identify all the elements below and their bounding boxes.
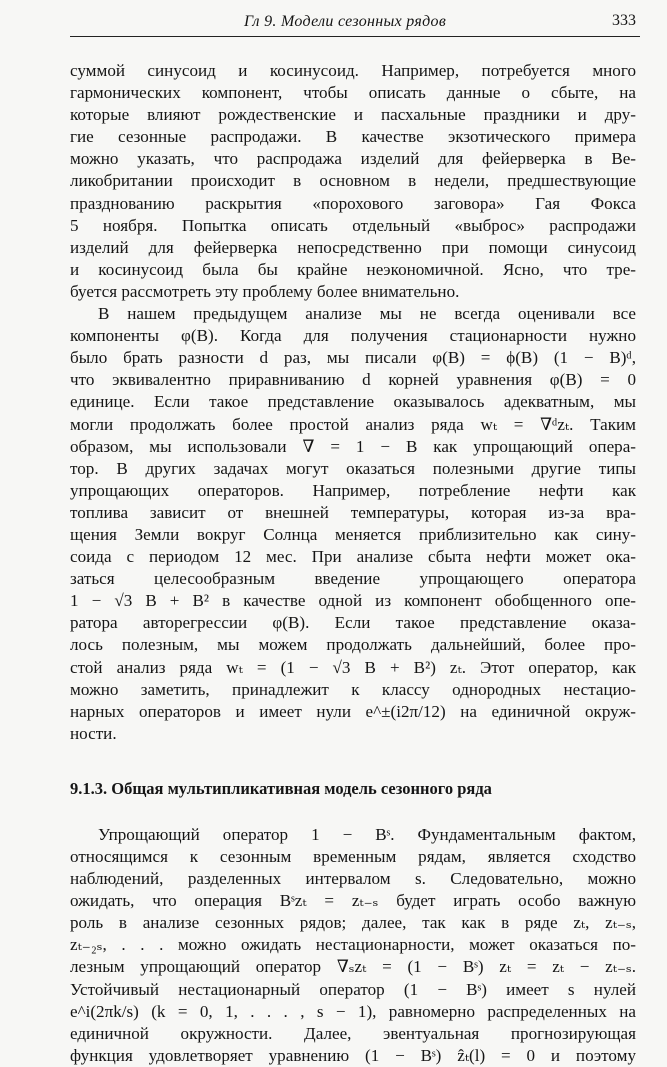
page-number: 333 [612,12,636,29]
text-line: суммой синусоид и косинусоид. Например, потребуется много [70,61,636,80]
text-line: единице. Если такое представление оказывалось адекватным, мы [70,392,636,412]
paragraph [70,303,636,745]
text-line: которые влияют рождественские и пасхальные праздники и дру- [70,105,636,125]
text-line: можно указать, что распродажа изделий для фейерверка в Ве- [70,149,636,169]
text-line: топлива зависит от внешней температуры, которая из-за вра- [70,502,636,522]
text-line: ожидать, что операция Bˢzₜ = zₜ₋ₛ будет играть особо важную [70,891,636,911]
text-line: празднованию раскрытия «порохового заговора» Гая Фокса [70,193,636,213]
text-line: образом, мы использовали ∇ = 1 − B как упрощающий опера- [70,436,636,456]
paragraph [70,60,636,303]
text-line: гармонических компонент, чтобы описать данные о сбыте, на [70,83,636,103]
text-line: соида с периодом 12 мес. При анализе сбыта нефти может ока- [70,547,636,567]
text-line: щения Земли вокруг Солнца меняется приблизительно как сину- [70,524,636,544]
text-line: 5 ноября. Попытка описать отдельный «выброс» распродажи [70,215,636,235]
text-line: ности. [70,723,117,743]
text-line: упрощающих операторов. Например, потребление нефти как [70,480,636,500]
text-line: В нашем предыдущем анализе мы не всегда оценивали все [98,304,636,324]
text-line: можно заметить, принадлежит к классу однородных нестацио- [70,679,636,699]
text-line: заться целесообразным введение упрощающего оператора [70,569,636,589]
text-line: роль в анализе сезонных рядов; далее, так как в ряде zₜ, zₜ₋ₛ, [70,913,636,933]
text-line: нарных операторов и имеет нули e^±(i2π/12) на единичной окруж- [70,701,636,721]
text-line: ратора авторегрессии φ(B). Если такое представление оказа- [70,613,636,633]
text-line: стой анализ ряда wₜ = (1 − √3 B + B²) zₜ. Этот оператор, как [70,657,636,677]
section-heading: 9.1.3. Общая мультипликативная модель сезонного ряда [70,778,492,798]
text-line: могли продолжать более простой анализ ряда wₜ = ∇ᵈzₜ. Таким [70,414,636,434]
text-line: тор. В других задачах могут оказаться полезными другие типы [70,458,636,478]
running-head [70,10,640,37]
text-line: что эквивалентно приравниванию d корней уравнения φ(B) = 0 [70,370,636,390]
text-line: компоненты φ(B). Когда для получения стационарности нужно [70,326,636,346]
text-line: лезным упрощающий оператор ∇ₛzₜ = (1 − Bˢ) zₜ = zₜ − zₜ₋ₛ. [70,957,636,977]
text-line: наблюдений, разделенных интервалом s. Следовательно, можно [70,869,636,889]
text-line: Упрощающий оператор 1 − Bˢ. Фундаментальным фактом, [98,824,636,844]
text-line: Устойчивый нестационарный оператор (1 − Bˢ) имеет s нулей [70,979,636,999]
text-line: единичной окружности. Далее, эвентуальная прогнозирующая [70,1023,636,1043]
text-line: лось полезным, мы можем продолжать дальнейший, более про- [70,635,636,655]
chapter-title: Гл 9. Модели сезонных рядов [244,13,447,30]
text-line: функция удовлетворяет уравнению (1 − Bˢ) ẑₜ(l) = 0 и поэтому [70,1045,636,1065]
paragraph [70,824,636,1067]
text-line: zₜ₋₂ₛ, . . . можно ожидать нестационарности, может оказаться по- [70,935,636,955]
text-line: буется рассмотреть эту проблему более внимательно. [70,281,460,301]
text-line: 1 − √3 B + B² в качестве одной из компонент обобщенного опе- [70,591,636,611]
text-line: относящимся к сезонным временным рядам, является сходство [70,847,636,866]
text-line: гие сезонные распродажи. В качестве экзотического примера [70,127,636,147]
body-text [70,60,636,1067]
text-line: и косинусоид была бы крайне неэкономичной. Ясно, что тре- [70,259,636,279]
text-line: было брать разности d раз, мы писали φ(B) = ϕ(B) (1 − B)ᵈ, [70,348,636,368]
text-line: e^i(2πk/s) (k = 0, 1, . . . , s − 1), равномерно распределенных на [70,1001,636,1021]
text-line: изделий для фейерверка непосредственно при помощи синусоид [70,237,636,257]
text-line: ликобритании происходит в основном в недели, предшествующие [70,171,636,191]
